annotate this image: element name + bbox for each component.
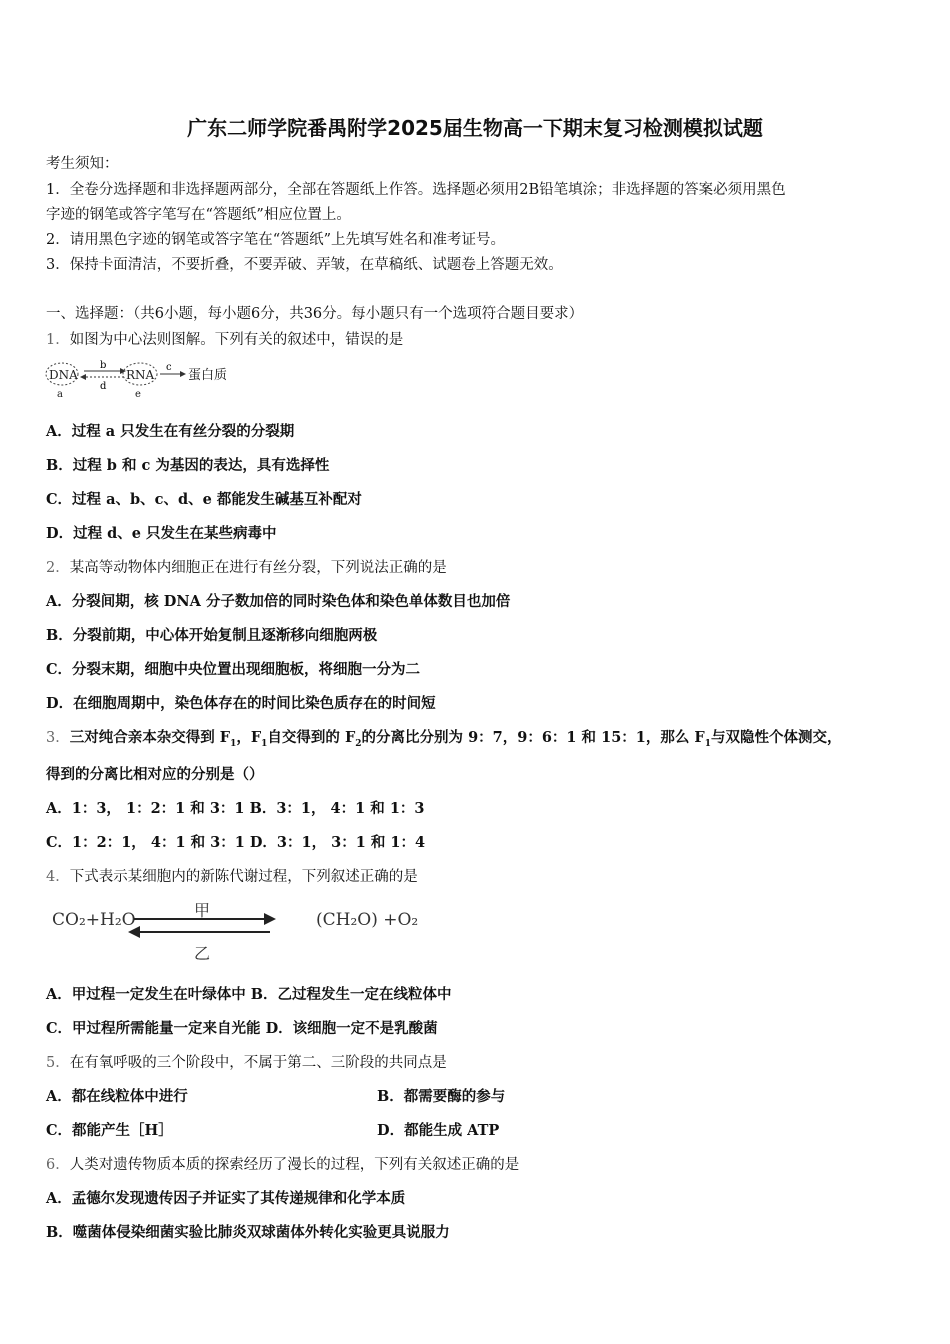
q2-option-b: B．分裂前期，中心体开始复制且逐渐移向细胞两极 bbox=[46, 627, 378, 644]
question-text: 的分离比分别为 9：7，9：6：1 和 15：1，那么 F bbox=[361, 729, 705, 746]
section-heading: 一、选择题：（共6小题，每小题6分，共36分。每小题只有一个选项符合题目要求） bbox=[46, 306, 584, 322]
question-6-stem bbox=[46, 1153, 519, 1174]
question-3-stem-cont: 得到的分离比相对应的分别是（） bbox=[46, 766, 264, 783]
q6-option-b: B．噬菌体侵染细菌实验比肺炎双球菌体外转化实验更具说服力 bbox=[46, 1224, 450, 1241]
question-number: 3． bbox=[46, 730, 70, 746]
q5-option-d: D．都能生成 ATP bbox=[377, 1122, 500, 1139]
question-text: 自交得到的 F bbox=[267, 729, 356, 746]
question-number: 4． bbox=[46, 869, 70, 885]
photosynthesis-respiration-diagram bbox=[48, 897, 418, 967]
forward-label: 甲 bbox=[194, 901, 211, 920]
subscript: 2 bbox=[355, 738, 362, 749]
q1-option-b: B．过程 b 和 c 为基因的表达，具有选择性 bbox=[46, 457, 330, 474]
q2-option-d: D．在细胞周期中，染色体存在的时间比染色质存在的时间短 bbox=[46, 695, 436, 712]
q6-option-a: A．孟德尔发现遗传因子并证实了其传递规律和化学本质 bbox=[46, 1190, 406, 1207]
question-1-stem bbox=[46, 328, 403, 349]
question-4-stem bbox=[46, 865, 418, 886]
notice-heading: 考生须知： bbox=[46, 156, 119, 172]
question-2-stem bbox=[46, 556, 447, 577]
q2-option-c: C．分裂末期，细胞中央位置出现细胞板，将细胞一分为二 bbox=[46, 661, 421, 678]
question-number: 1． bbox=[46, 332, 70, 348]
q5-option-a: A．都在线粒体中进行 bbox=[46, 1088, 188, 1105]
q4-options-ab: A．甲过程一定发生在叶绿体中 B．乙过程发生一定在线粒体中 bbox=[46, 986, 452, 1003]
protein-label: 蛋白质 bbox=[188, 368, 228, 383]
products-label: (CH₂O) +O₂ bbox=[316, 910, 418, 930]
label-d: d bbox=[100, 381, 107, 392]
question-3-stem bbox=[46, 726, 841, 749]
label-c: c bbox=[166, 362, 172, 373]
question-text: 三对纯合亲本杂交得到 F bbox=[69, 729, 231, 746]
q1-option-a: A．过程 a 只发生在有丝分裂的分裂期 bbox=[46, 423, 295, 440]
q3-options-cd: C．1：2：1， 4：1 和 3：1 D．3：1， 3：1 和 1：4 bbox=[46, 834, 426, 851]
q2-option-a: A．分裂间期，核 DNA 分子数加倍的同时染色体和染色单体数目也加倍 bbox=[46, 593, 511, 610]
question-text: 人类对遗传物质本质的探索经历了漫长的过程，下列有关叙述正确的是 bbox=[69, 1157, 520, 1173]
reverse-label: 乙 bbox=[194, 944, 211, 963]
subscript: 1 bbox=[230, 738, 237, 749]
notice-item: 2．请用黑色字迹的钢笔或答字笔在“答题纸”上先填写姓名和准考证号。 bbox=[46, 232, 506, 248]
q5-option-c: C．都能产生［H］ bbox=[46, 1122, 173, 1139]
q1-option-c: C．过程 a、b、c、d、e 都能发生碱基互补配对 bbox=[46, 491, 362, 508]
q5-option-b: B．都需要酶的参与 bbox=[377, 1088, 506, 1105]
q3-options-ab: A．1：3， 1：2：1 和 3：1 B．3：1， 4：1 和 1：3 bbox=[46, 800, 425, 817]
q1-option-d: D．过程 d、e 只发生在某些病毒中 bbox=[46, 525, 277, 542]
q4-options-cd: C．甲过程所需能量一定来自光能 D．该细胞一定不是乳酸菌 bbox=[46, 1020, 438, 1037]
subscript: 1 bbox=[261, 738, 268, 749]
question-number: 6． bbox=[46, 1157, 70, 1173]
notice-item: 3．保持卡面清洁，不要折叠，不要弄破、弄皱，在草稿纸、试题卷上答题无效。 bbox=[46, 257, 563, 273]
rna-label: RNA bbox=[126, 368, 155, 382]
dna-label: DNA bbox=[49, 368, 78, 382]
notice-item: 1．全卷分选择题和非选择题两部分，全部在答题纸上作答。选择题必须用2B铅笔填涂；非选择题的答案必须用黑色 bbox=[46, 182, 786, 198]
subscript: 1 bbox=[704, 738, 711, 749]
question-number: 5． bbox=[46, 1055, 70, 1071]
reactants-label: CO₂+H₂O bbox=[52, 910, 136, 930]
label-a: a bbox=[57, 389, 63, 400]
exam-title: 广东二师学院番禺附学2025届生物高一下期末复习检测模拟试题 bbox=[187, 116, 763, 140]
label-e: e bbox=[135, 389, 141, 400]
question-number: 2． bbox=[46, 560, 70, 576]
question-text: ，F bbox=[236, 729, 262, 746]
central-dogma-diagram bbox=[44, 356, 244, 400]
question-text: 如图为中心法则图解。下列有关的叙述中，错误的是 bbox=[69, 332, 404, 348]
label-b: b bbox=[100, 360, 107, 371]
question-text: 某高等动物体内细胞正在进行有丝分裂，下列说法正确的是 bbox=[69, 560, 447, 576]
notice-item: 字迹的钢笔或答字笔写在“答题纸”相应位置上。 bbox=[46, 207, 351, 223]
question-text: 下式表示某细胞内的新陈代谢过程，下列叙述正确的是 bbox=[69, 869, 418, 885]
question-text: 与双隐性个体测交， bbox=[710, 729, 842, 746]
question-text: 在有氧呼吸的三个阶段中，不属于第二、三阶段的共同点是 bbox=[69, 1055, 447, 1071]
question-5-stem bbox=[46, 1051, 447, 1072]
